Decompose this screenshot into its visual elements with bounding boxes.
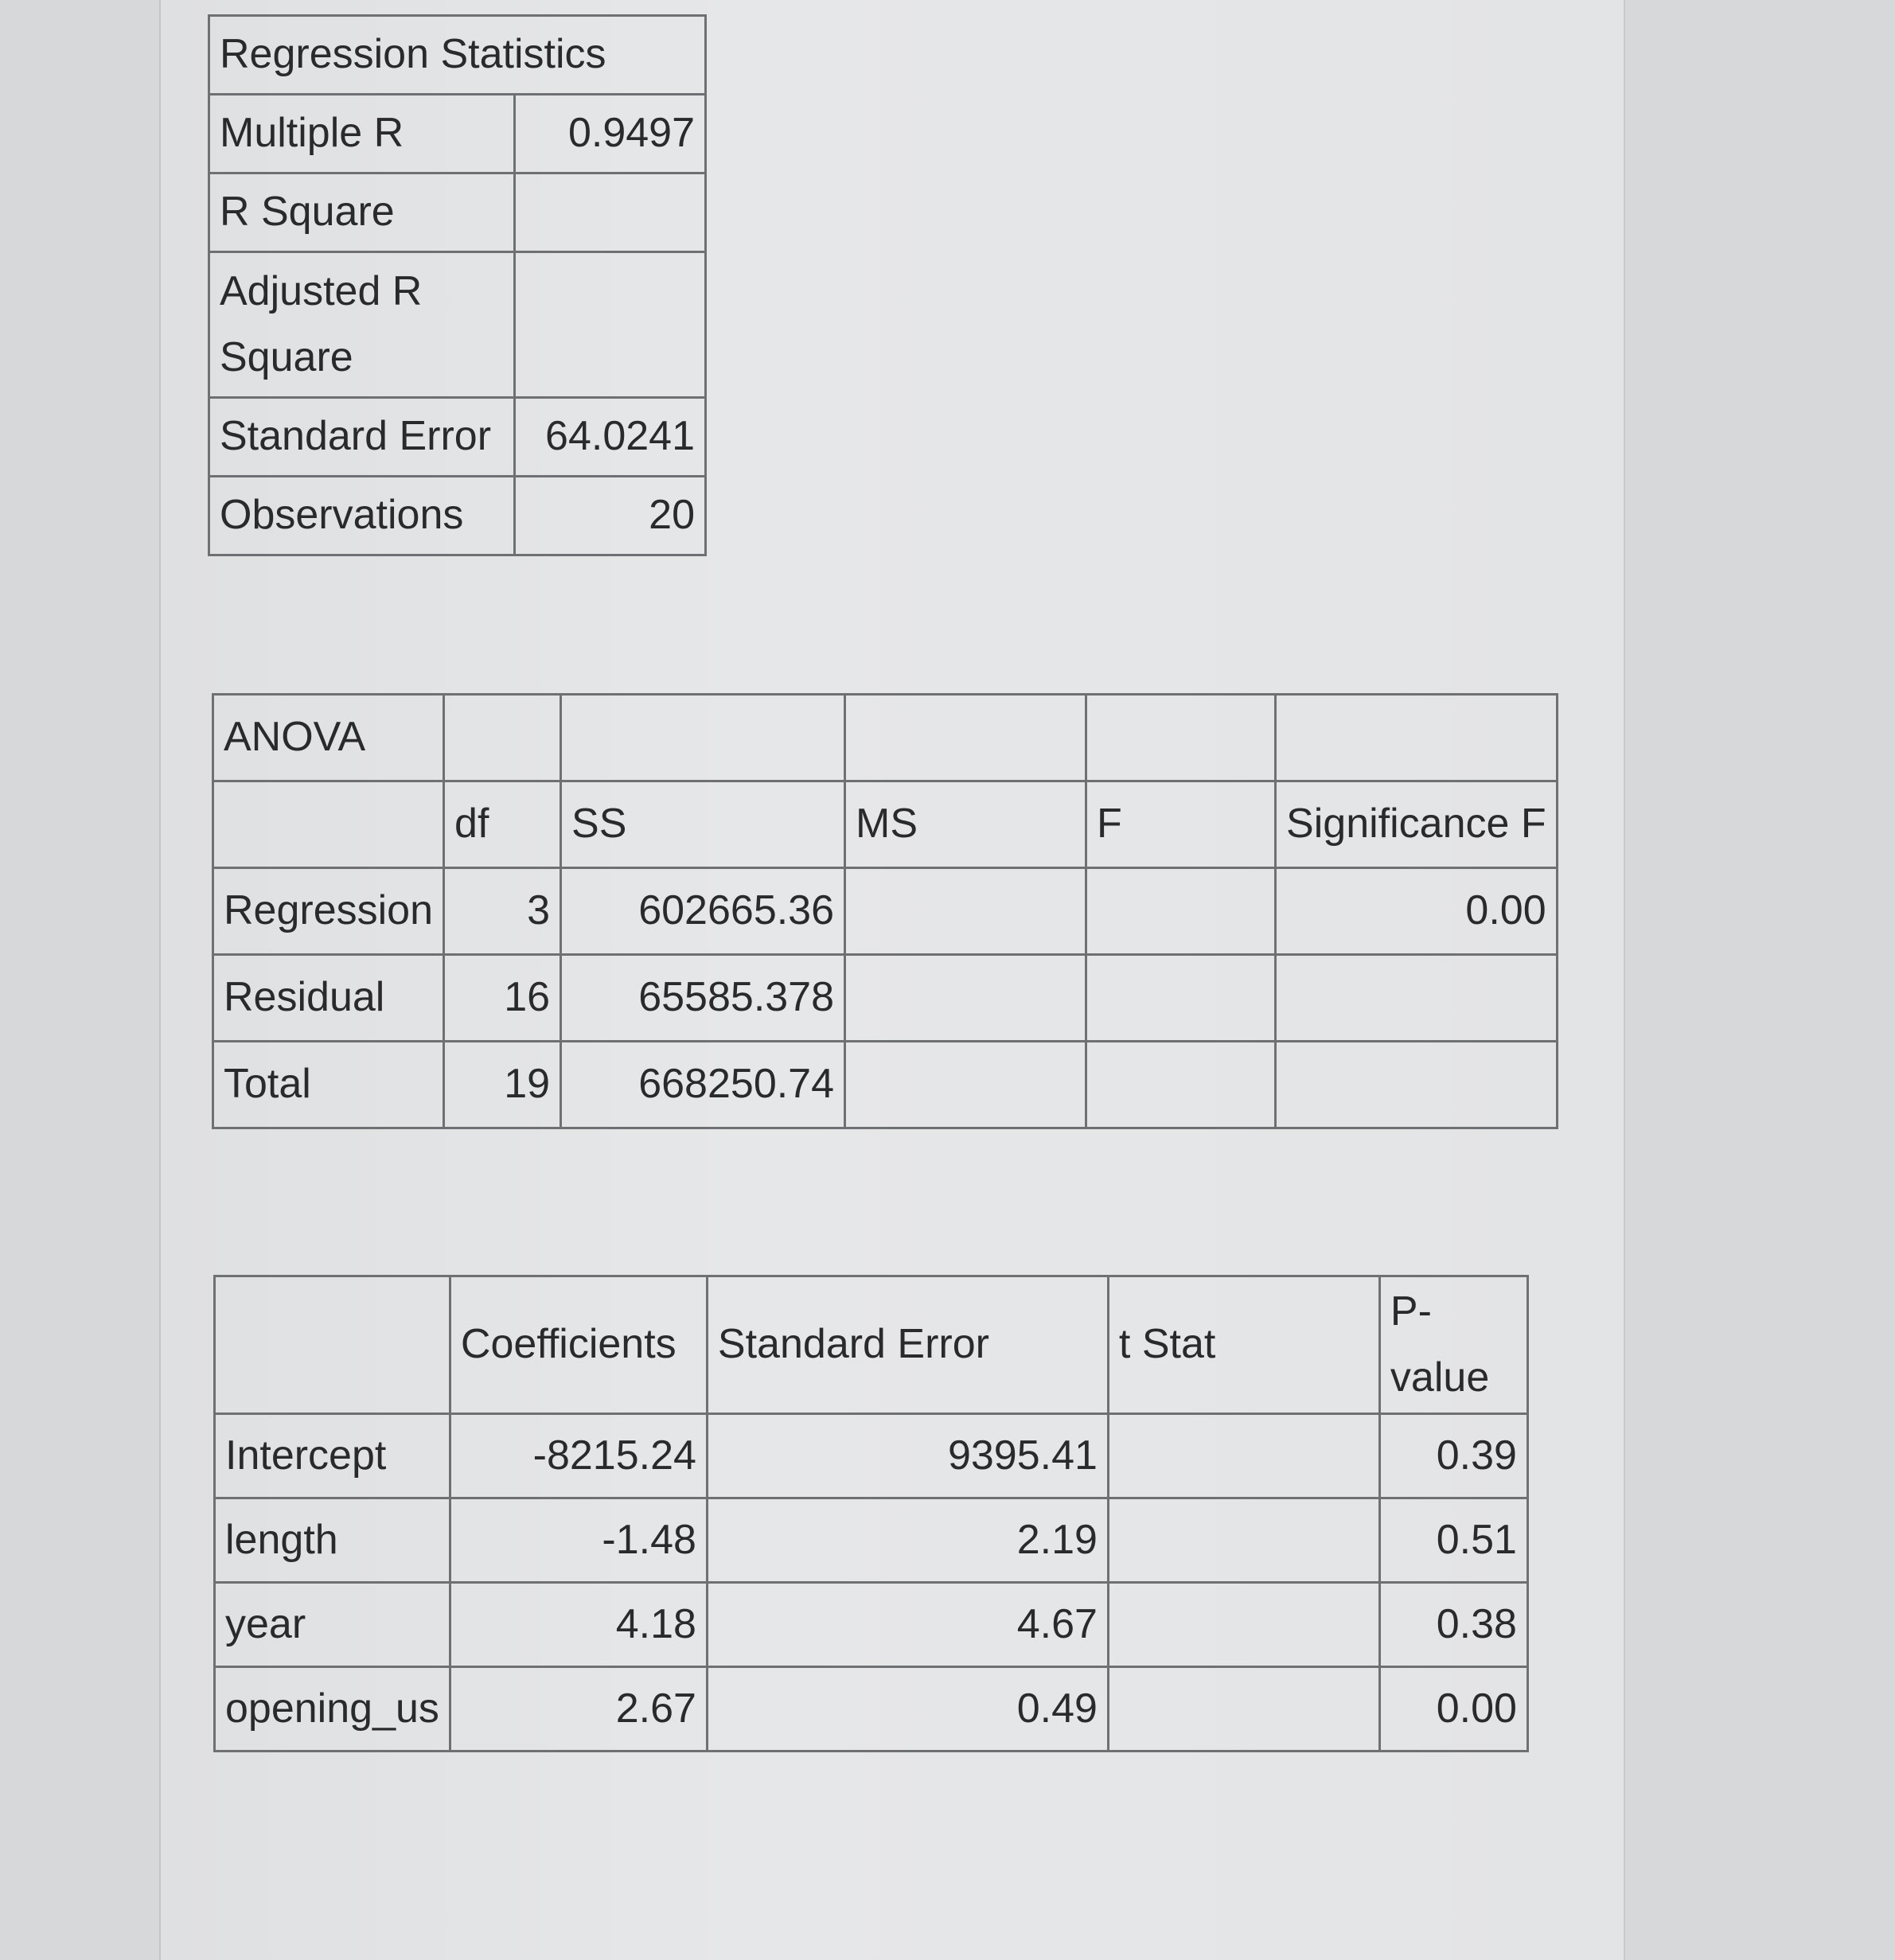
column-header: t Stat — [1108, 1276, 1379, 1414]
coefficients-table — [213, 1275, 1529, 1752]
row-label: Regression — [213, 868, 444, 955]
regression-statistics-title: Regression Statistics — [209, 16, 706, 95]
table-row — [209, 95, 706, 173]
table-row — [213, 955, 1558, 1042]
ss-cell: 65585.378 — [561, 955, 845, 1042]
table-row — [209, 16, 706, 95]
coefficient-cell: -1.48 — [450, 1498, 707, 1583]
df-cell: 19 — [444, 1042, 561, 1128]
row-label: opening_us — [215, 1667, 450, 1752]
column-header: df — [444, 781, 561, 868]
table-row — [215, 1583, 1528, 1667]
table-row — [215, 1414, 1528, 1498]
t-stat-cell — [1108, 1583, 1379, 1667]
anova-table — [212, 693, 1558, 1129]
row-label: year — [215, 1583, 450, 1667]
f-cell — [1086, 1042, 1276, 1128]
column-header: MS — [845, 781, 1086, 868]
anova-title: ANOVA — [213, 695, 444, 781]
row-label: Multiple R — [209, 95, 515, 173]
table-row — [213, 695, 1558, 781]
significance-f-cell — [1276, 955, 1558, 1042]
ms-cell — [845, 955, 1086, 1042]
f-cell — [1086, 955, 1276, 1042]
table-row — [213, 1042, 1558, 1128]
t-stat-cell — [1108, 1667, 1379, 1752]
standard-error-cell: 9395.41 — [707, 1414, 1108, 1498]
f-cell — [1086, 868, 1276, 955]
table-header-row — [215, 1276, 1528, 1414]
column-header: SS — [561, 781, 845, 868]
column-header: F — [1086, 781, 1276, 868]
significance-f-cell: 0.00 — [1276, 868, 1558, 955]
table-cell — [561, 695, 845, 781]
table-row — [209, 477, 706, 555]
row-label: Observations — [209, 477, 515, 555]
row-label: Standard Error — [209, 398, 515, 477]
coefficient-cell: -8215.24 — [450, 1414, 707, 1498]
row-label: R Square — [209, 173, 515, 252]
regression-statistics-table — [208, 14, 707, 556]
column-header — [215, 1276, 450, 1414]
row-value — [515, 173, 706, 252]
p-value-cell: 0.38 — [1379, 1583, 1527, 1667]
ms-cell — [845, 1042, 1086, 1128]
df-cell: 16 — [444, 955, 561, 1042]
table-header-row — [213, 781, 1558, 868]
row-value: 20 — [515, 477, 706, 555]
p-value-cell: 0.39 — [1379, 1414, 1527, 1498]
row-label: length — [215, 1498, 450, 1583]
column-header — [213, 781, 444, 868]
row-value — [515, 252, 706, 398]
ms-cell — [845, 868, 1086, 955]
table-cell — [845, 695, 1086, 781]
p-value-cell: 0.51 — [1379, 1498, 1527, 1583]
column-header: Significance F — [1276, 781, 1558, 868]
table-row — [215, 1667, 1528, 1752]
t-stat-cell — [1108, 1414, 1379, 1498]
ss-cell: 602665.36 — [561, 868, 845, 955]
table-row — [213, 868, 1558, 955]
row-value: 0.9497 — [515, 95, 706, 173]
table-row — [209, 173, 706, 252]
significance-f-cell — [1276, 1042, 1558, 1128]
table-row — [215, 1498, 1528, 1583]
column-header: Coefficients — [450, 1276, 707, 1414]
column-header: P-value — [1379, 1276, 1527, 1414]
table-cell — [1276, 695, 1558, 781]
row-label: Adjusted R Square — [209, 252, 515, 398]
row-value: 64.0241 — [515, 398, 706, 477]
table-row — [209, 398, 706, 477]
t-stat-cell — [1108, 1498, 1379, 1583]
coefficient-cell: 2.67 — [450, 1667, 707, 1752]
table-cell — [1086, 695, 1276, 781]
standard-error-cell: 0.49 — [707, 1667, 1108, 1752]
row-label: Residual — [213, 955, 444, 1042]
standard-error-cell: 2.19 — [707, 1498, 1108, 1583]
ss-cell: 668250.74 — [561, 1042, 845, 1128]
p-value-cell: 0.00 — [1379, 1667, 1527, 1752]
column-header: Standard Error — [707, 1276, 1108, 1414]
df-cell: 3 — [444, 868, 561, 955]
row-label: Total — [213, 1042, 444, 1128]
row-label: Intercept — [215, 1414, 450, 1498]
standard-error-cell: 4.67 — [707, 1583, 1108, 1667]
coefficient-cell: 4.18 — [450, 1583, 707, 1667]
table-row — [209, 252, 706, 398]
table-cell — [444, 695, 561, 781]
